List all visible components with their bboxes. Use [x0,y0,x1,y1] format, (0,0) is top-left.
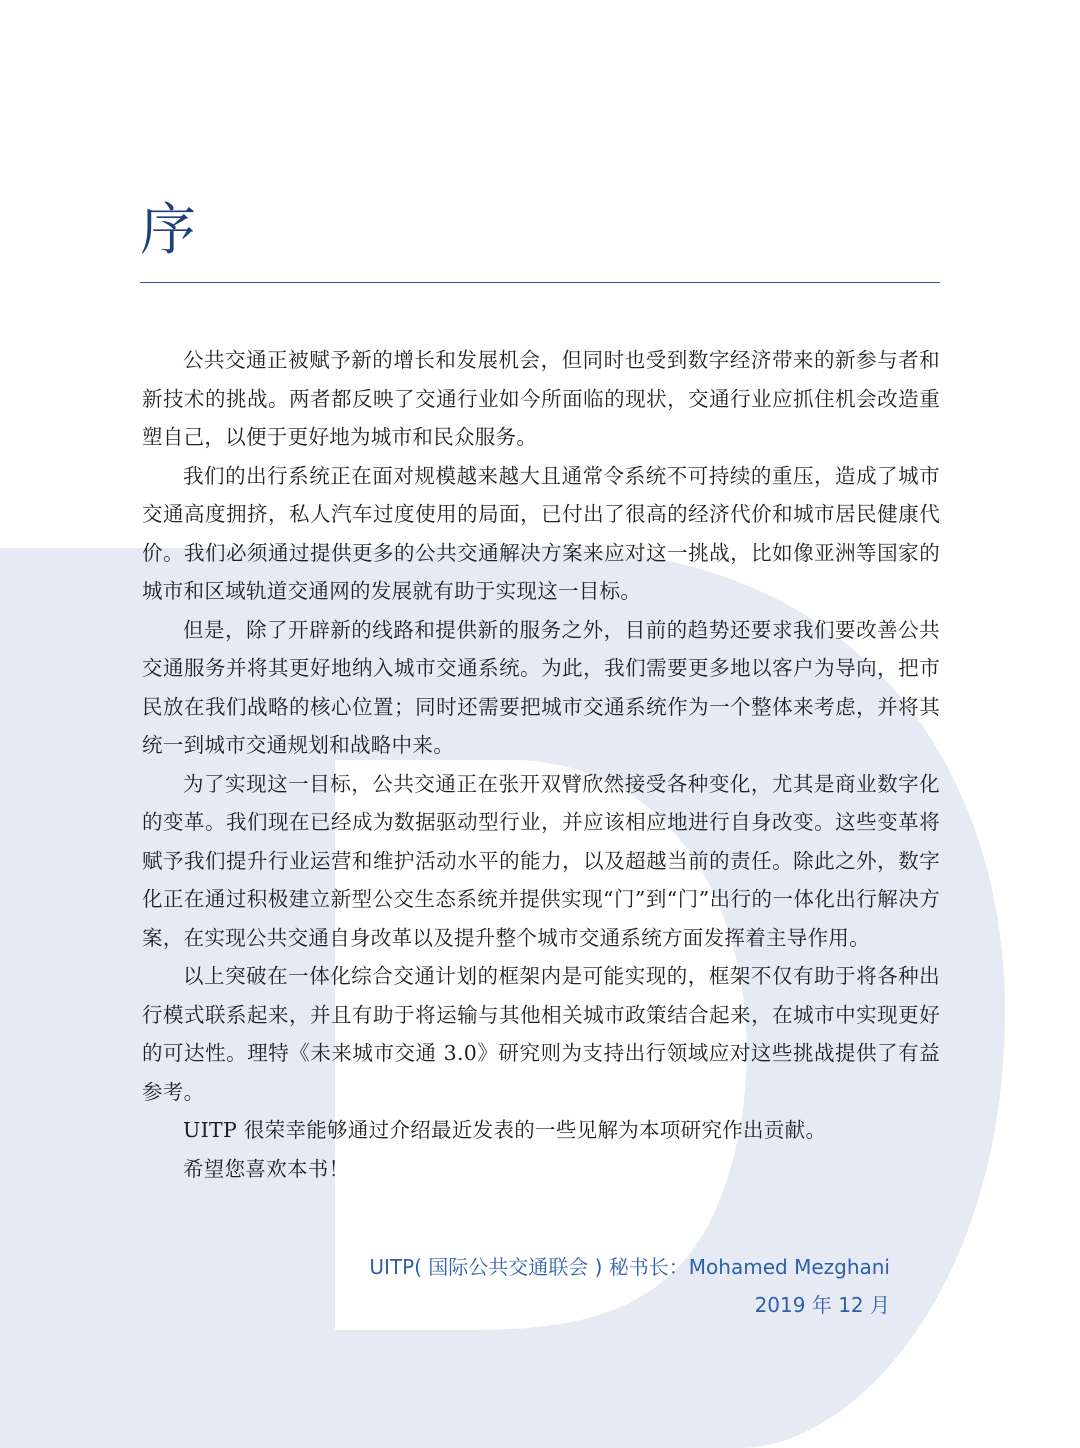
paragraph-1: 公共交通正被赋予新的增长和发展机会，但同时也受到数字经济带来的新参与者和新技术的挑战。两者都反映了交通行业如今所面临的现状，交通行业应抓住机会改造重塑自己，以便于更好地为城市和民众服务。 [142,348,940,449]
signature-block [369,1248,890,1324]
paragraph-7: 希望您喜欢本书！ [183,1156,350,1181]
paragraph-3: 但是，除了开辟新的线路和提供新的服务之外，目前的趋势还要求我们要改善公共交通服务并将其更好地纳入城市交通系统。为此，我们需要更多地以客户为导向，把市民放在我们战略的核心位置；同时还需要把城市交通系统作为一个整体来考虑，并将其统一到城市交通规划和战略中来。 [142,617,940,757]
paragraph-6: UITP 很荣幸能够通过介绍最近发表的一些见解为本项研究作出贡献。 [183,1118,827,1142]
page-title: 序 [140,198,196,263]
signature-line: UITP( 国际公共交通联会 ) 秘书长：Mohamed Mezghani [369,1255,890,1279]
paragraph-5: 以上突破在一体化综合交通计划的框架内是可能实现的，框架不仅有助于将各种出行模式联系起来，并且有助于将运输与其他相关城市政策结合起来，在城市中实现更好的可达性。理特《未来城市交通 3.0》研究则为支持出行领域应对这些挑战提供了有益参考。 [142,964,940,1104]
title-divider [140,282,940,283]
preface-body [142,341,940,1188]
paragraph-2: 我们的出行系统正在面对规模越来越大且通常令系统不可持续的重压，造成了城市交通高度拥挤，私人汽车过度使用的局面，已付出了很高的经济代价和城市居民健康代价。我们必须通过提供更多的公共交通解决方案来应对这一挑战，比如像亚洲等国家的城市和区域轨道交通网的发展就有助于实现这一目标。 [142,463,940,603]
signature-date: 2019 年 12 月 [754,1293,890,1317]
paragraph-4: 为了实现这一目标，公共交通正在张开双臂欣然接受各种变化，尤其是商业数字化的变革。我们现在已经成为数据驱动型行业，并应该相应地进行自身改变。这些变革将赋予我们提升行业运营和维护活动水平的能力，以及超越当前的责任。除此之外，数字化正在通过积极建立新型公交生态系统并提供实现“门”到“门”出行的一体化出行解决方案，在实现公共交通自身改革以及提升整个城市交通系统方面发挥着主导作用。 [142,771,940,950]
